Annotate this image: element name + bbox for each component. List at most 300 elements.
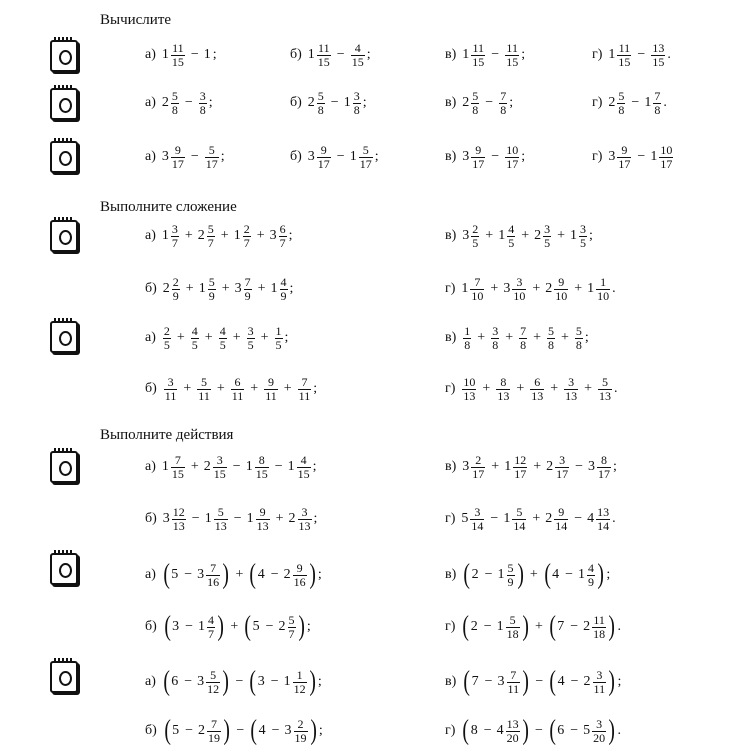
operator: + <box>232 330 241 345</box>
fraction <box>172 506 186 533</box>
exercise-label: б) <box>145 511 157 526</box>
denominator: 11 <box>231 388 244 403</box>
denominator: 13 <box>531 388 544 403</box>
punctuation: ; <box>306 619 311 634</box>
parenthesis: ) <box>608 715 616 746</box>
fraction <box>506 718 520 745</box>
operator: + <box>521 228 530 243</box>
parenthesis: ( <box>164 611 171 642</box>
whole-number: 1 <box>198 281 206 296</box>
fraction <box>470 276 484 303</box>
whole-number: 1 <box>498 228 506 243</box>
fraction <box>199 90 207 117</box>
fraction <box>207 718 221 745</box>
numerator: 7 <box>301 374 308 389</box>
numerator: 5 <box>362 142 369 157</box>
exercise-item <box>445 83 513 123</box>
operator: + <box>235 567 244 582</box>
numerator: 5 <box>507 560 514 575</box>
numerator: 7 <box>654 88 661 103</box>
whole-number: 1 <box>461 281 469 296</box>
numerator: 3 <box>596 716 603 731</box>
exercise-label: а) <box>145 47 156 62</box>
parenthesis: ( <box>549 611 556 642</box>
parenthesis: ) <box>222 666 230 697</box>
numerator: 5 <box>618 88 625 103</box>
notebook-icon <box>50 553 78 585</box>
fraction <box>264 376 278 403</box>
punctuation: ; <box>366 47 371 62</box>
whole-number: 1 <box>462 47 470 62</box>
whole-number: 3 <box>234 281 242 296</box>
numerator: 5 <box>208 142 215 157</box>
denominator: 17 <box>618 156 631 171</box>
punctuation: ; <box>374 149 379 164</box>
whole-number: 1 <box>307 47 315 62</box>
whole-number: 2 <box>161 95 169 110</box>
operator: − <box>336 47 345 62</box>
numerator: 13 <box>652 40 665 55</box>
fraction <box>317 90 325 117</box>
whole-number: 1 <box>503 511 511 526</box>
numerator: 5 <box>201 374 208 389</box>
parenthesis: ) <box>522 666 530 697</box>
parenthesis: ( <box>462 715 470 746</box>
fraction <box>587 562 595 589</box>
fraction <box>298 376 312 403</box>
numerator: 4 <box>587 560 594 575</box>
exercise-item <box>145 35 217 75</box>
parenthesis: ) <box>223 715 230 746</box>
operator: + <box>533 459 542 474</box>
whole-number: 8 <box>470 723 478 738</box>
numerator: 2 <box>297 716 304 731</box>
denominator: 8 <box>199 102 206 117</box>
denominator: 15 <box>171 466 184 481</box>
fraction <box>219 325 227 352</box>
operator: − <box>236 723 245 738</box>
whole-number: 3 <box>608 149 616 164</box>
exercise-label: в) <box>445 47 457 62</box>
whole-number: 2 <box>471 567 479 582</box>
fraction <box>471 144 485 171</box>
exercise-label: в) <box>445 149 457 164</box>
whole-number: 1 <box>608 47 616 62</box>
denominator: 16 <box>207 574 220 589</box>
operator: − <box>574 511 583 526</box>
operator: − <box>265 619 274 634</box>
numerator: 12 <box>514 452 527 467</box>
notebook-icon <box>50 220 78 252</box>
operator: + <box>183 381 192 396</box>
exercise-item <box>445 662 621 702</box>
denominator: 11 <box>198 388 210 403</box>
numerator: 9 <box>296 560 303 575</box>
fraction <box>555 454 569 481</box>
fraction <box>579 223 587 250</box>
operator: + <box>221 281 230 296</box>
section-heading-operations: Выполните действия <box>100 427 234 443</box>
parenthesis: ( <box>244 611 252 642</box>
numerator: 12 <box>172 504 185 519</box>
numerator: 9 <box>267 374 274 389</box>
fraction <box>592 614 606 641</box>
operator: − <box>270 674 279 689</box>
denominator: 15 <box>213 466 226 481</box>
whole-number: 2 <box>546 459 554 474</box>
denominator: 11 <box>298 388 311 403</box>
whole-number: 4 <box>257 567 265 582</box>
exercise-item <box>290 137 379 177</box>
denominator: 15 <box>351 54 364 69</box>
fraction <box>206 669 220 696</box>
exercise-item <box>145 711 323 751</box>
denominator: 15 <box>255 466 268 481</box>
exercise-item <box>445 35 525 75</box>
whole-number: 1 <box>246 511 254 526</box>
operator: − <box>484 674 493 689</box>
parenthesis: ( <box>463 666 471 697</box>
punctuation: ; <box>584 330 589 345</box>
numerator: 5 <box>217 504 224 519</box>
denominator: 17 <box>171 156 184 171</box>
whole-number: 1 <box>644 95 652 110</box>
whole-number: 1 <box>161 47 169 62</box>
exercise-label: г) <box>445 723 456 738</box>
fraction <box>359 144 373 171</box>
operator: + <box>533 330 541 345</box>
denominator: 7 <box>279 235 286 250</box>
operator: + <box>204 330 213 345</box>
fraction <box>293 669 307 696</box>
denominator: 13 <box>565 388 578 403</box>
whole-number: 1 <box>270 281 278 296</box>
exercise-item <box>290 83 367 123</box>
whole-number: 1 <box>287 459 295 474</box>
exercise-label: б) <box>145 723 157 738</box>
operator: + <box>557 228 565 243</box>
parenthesis: ( <box>250 715 258 746</box>
whole-number: 5 <box>461 511 469 526</box>
numerator: 3 <box>216 452 223 467</box>
numerator: 5 <box>210 667 217 682</box>
exercise-item <box>445 318 589 358</box>
exercise-item <box>145 137 225 177</box>
denominator: 5 <box>219 337 226 352</box>
exercise-item <box>445 607 621 647</box>
numerator: 7 <box>474 274 481 289</box>
whole-number: 1 <box>161 459 169 474</box>
operator: − <box>184 95 193 110</box>
denominator: 8 <box>575 337 582 352</box>
operator: + <box>532 511 541 526</box>
whole-number: 4 <box>496 723 504 738</box>
whole-number: 6 <box>171 674 179 689</box>
numerator: 6 <box>279 221 286 236</box>
denominator: 18 <box>593 626 606 641</box>
operator: − <box>191 511 200 526</box>
denominator: 9 <box>280 288 287 303</box>
operator: + <box>216 381 225 396</box>
fraction <box>208 276 216 303</box>
fraction <box>575 325 583 352</box>
denominator: 13 <box>497 388 510 403</box>
whole-number: 3 <box>162 511 170 526</box>
operator: + <box>574 281 583 296</box>
numerator: 2 <box>472 221 479 236</box>
numerator: 5 <box>288 612 295 627</box>
fraction <box>279 223 287 250</box>
denominator: 13 <box>298 518 311 533</box>
denominator: 17 <box>556 466 569 481</box>
punctuation: . <box>614 381 618 396</box>
denominator: 17 <box>506 156 519 171</box>
fraction <box>280 276 288 303</box>
denominator: 5 <box>580 235 586 250</box>
fraction <box>507 223 515 250</box>
numerator: 7 <box>244 274 251 289</box>
numerator: 8 <box>500 374 507 389</box>
denominator: 14 <box>471 518 484 533</box>
denominator: 19 <box>208 730 221 745</box>
operator: − <box>270 567 279 582</box>
parenthesis: ) <box>308 666 316 697</box>
exercise-label: г) <box>445 281 456 296</box>
punctuation: . <box>617 619 621 634</box>
denominator: 17 <box>472 156 485 171</box>
denominator: 8 <box>618 102 625 117</box>
numerator: 4 <box>280 274 287 289</box>
whole-number: 2 <box>288 511 296 526</box>
whole-number: 5 <box>171 567 179 582</box>
numerator: 4 <box>300 452 307 467</box>
fraction <box>596 276 610 303</box>
numerator: 2 <box>163 323 170 338</box>
operator: + <box>490 281 499 296</box>
denominator: 8 <box>472 102 479 117</box>
whole-number: 5 <box>583 723 591 738</box>
fraction <box>197 376 211 403</box>
numerator: 11 <box>618 40 631 55</box>
operator: − <box>184 567 193 582</box>
numerator: 9 <box>320 142 327 157</box>
fraction <box>496 376 510 403</box>
parenthesis: ( <box>163 666 170 697</box>
denominator: 7 <box>288 626 295 641</box>
numerator: 3 <box>199 88 206 103</box>
punctuation: . <box>612 511 616 526</box>
exercise-item <box>145 318 288 358</box>
punctuation: ; <box>362 95 367 110</box>
numerator: 3 <box>353 88 360 103</box>
whole-number: 2 <box>203 459 211 474</box>
denominator: 13 <box>256 518 269 533</box>
denominator: 17 <box>205 156 218 171</box>
denominator: 13 <box>172 518 185 533</box>
fraction <box>171 42 185 69</box>
punctuation: ; <box>212 47 217 62</box>
numerator: 5 <box>602 374 609 389</box>
exercise-label: а) <box>145 674 156 689</box>
exercise-item <box>145 369 317 409</box>
operator: + <box>534 619 543 634</box>
punctuation: ; <box>521 47 526 62</box>
whole-number: 3 <box>284 723 292 738</box>
denominator: 7 <box>243 235 250 250</box>
operator: − <box>185 619 194 634</box>
parenthesis: ( <box>549 715 556 746</box>
numerator: 1 <box>600 274 607 289</box>
fraction <box>617 90 625 117</box>
exercise-label: б) <box>145 281 157 296</box>
numerator: 3 <box>247 323 254 338</box>
operator: − <box>483 723 492 738</box>
denominator: 15 <box>506 54 519 69</box>
numerator: 5 <box>516 504 523 519</box>
denominator: 8 <box>492 337 499 352</box>
fraction <box>505 144 519 171</box>
whole-number: 2 <box>198 723 206 738</box>
operator: − <box>330 95 339 110</box>
operator: − <box>483 619 492 634</box>
fraction <box>243 223 251 250</box>
denominator: 14 <box>513 518 526 533</box>
exercise-label: б) <box>290 47 302 62</box>
exercise-label: а) <box>145 149 156 164</box>
numerator: 4 <box>354 40 361 55</box>
whole-number: 3 <box>257 674 265 689</box>
numerator: 9 <box>558 504 565 519</box>
operator: − <box>637 47 646 62</box>
exercise-label: г) <box>592 149 603 164</box>
whole-number: 2 <box>278 619 286 634</box>
whole-number: 3 <box>197 567 205 582</box>
operator: − <box>490 511 499 526</box>
fraction <box>171 454 185 481</box>
whole-number: 1 <box>343 95 351 110</box>
fraction <box>554 276 568 303</box>
operator: − <box>336 149 345 164</box>
exercise-label: г) <box>445 511 456 526</box>
whole-number: 1 <box>283 674 291 689</box>
numerator: 3 <box>301 504 308 519</box>
punctuation: ; <box>284 330 289 345</box>
numerator: 5 <box>548 323 554 338</box>
numerator: 5 <box>171 88 178 103</box>
exercise-item <box>592 137 674 177</box>
exercise-item <box>445 269 616 309</box>
operator: + <box>529 567 538 582</box>
numerator: 7 <box>500 88 507 103</box>
numerator: 11 <box>318 40 330 55</box>
fraction <box>462 376 476 403</box>
denominator: 9 <box>172 288 179 303</box>
fraction <box>172 276 180 303</box>
fraction <box>298 506 312 533</box>
fraction <box>255 454 269 481</box>
fraction <box>297 454 311 481</box>
operator: − <box>491 149 500 164</box>
denominator: 13 <box>599 388 612 403</box>
numerator: 7 <box>174 452 181 467</box>
denominator: 8 <box>353 102 360 117</box>
exercise-item <box>592 35 671 75</box>
whole-number: 2 <box>470 619 478 634</box>
numerator: 3 <box>559 452 566 467</box>
exercise-label: б) <box>290 95 302 110</box>
fraction <box>519 325 527 352</box>
exercise-label: г) <box>445 619 456 634</box>
denominator: 9 <box>244 288 251 303</box>
parenthesis: ( <box>462 611 470 642</box>
fraction <box>470 506 484 533</box>
whole-number: 4 <box>587 511 595 526</box>
numerator: 11 <box>472 40 485 55</box>
denominator: 5 <box>508 235 515 250</box>
operator: + <box>176 330 185 345</box>
fraction <box>617 42 631 69</box>
whole-number: 3 <box>161 149 169 164</box>
operator: − <box>274 459 283 474</box>
denominator: 17 <box>598 466 610 481</box>
operator: − <box>235 674 244 689</box>
notebook-icon <box>50 40 78 72</box>
parenthesis: ( <box>544 559 551 590</box>
numerator: 3 <box>492 323 499 338</box>
fraction <box>564 376 578 403</box>
denominator: 8 <box>500 102 507 117</box>
numerator: 5 <box>575 323 582 338</box>
fraction <box>512 276 526 303</box>
fraction <box>214 506 228 533</box>
denominator: 5 <box>163 337 170 352</box>
operator: − <box>271 723 280 738</box>
denominator: 9 <box>208 288 215 303</box>
numerator: 9 <box>475 142 482 157</box>
punctuation: ; <box>606 567 611 582</box>
section-heading-calculate: Вычислите <box>100 12 172 28</box>
numerator: 9 <box>259 504 266 519</box>
operator: − <box>575 459 583 474</box>
fraction <box>596 506 610 533</box>
whole-number: 3 <box>462 228 470 243</box>
fraction <box>207 223 215 250</box>
exercise-item <box>290 35 371 75</box>
fraction <box>593 669 607 696</box>
punctuation: . <box>617 723 621 738</box>
fraction <box>244 276 252 303</box>
fraction <box>317 42 331 69</box>
operator: − <box>491 47 500 62</box>
whole-number: 4 <box>258 723 266 738</box>
whole-number: 7 <box>557 619 565 634</box>
whole-number: 1 <box>233 228 241 243</box>
numerator: 10 <box>463 374 476 389</box>
operator: − <box>637 149 646 164</box>
exercise-label: б) <box>290 149 302 164</box>
whole-number: 2 <box>197 228 205 243</box>
numerator: 4 <box>191 323 198 338</box>
operator: − <box>535 674 544 689</box>
exercise-item <box>145 83 213 123</box>
operator: − <box>631 95 640 110</box>
punctuation: ; <box>312 459 317 474</box>
operator: + <box>584 381 593 396</box>
fraction <box>231 376 245 403</box>
exercise-item <box>145 216 293 256</box>
operator: − <box>484 567 493 582</box>
denominator: 15 <box>317 54 330 69</box>
